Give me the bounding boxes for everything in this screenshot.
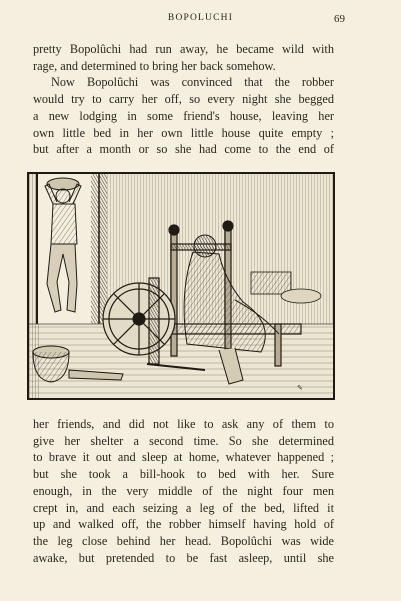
text-line: rage, and determined to bring her back somehow. xyxy=(33,58,276,73)
engraver-mark: ✎ xyxy=(297,384,303,392)
text-line: but after a month or so she had come to the end of xyxy=(33,142,334,157)
running-head xyxy=(0,13,401,27)
text-line: but she took a bill-hook to bed with her. Sure xyxy=(33,467,334,482)
text-line: crept in, and each seizing a leg of the bed, lifted it xyxy=(33,500,334,515)
paragraph-bottom xyxy=(33,416,334,566)
text-line: awake, but pretended to be fast asleep, until she xyxy=(33,550,334,565)
text-line: the leg close behind her head. Bopolûchi was wide xyxy=(33,533,334,548)
paragraph-top xyxy=(33,41,334,158)
text-line: pretty Bopolûchi had run away, he became wild with xyxy=(33,42,334,56)
text-line: Now Bopolûchi was convinced that the robber xyxy=(51,75,334,90)
text-line: her friends, and did not like to ask any of them to xyxy=(33,417,334,431)
text-line: a new lodging in some friend's house, leaving her xyxy=(33,108,334,123)
text-line: would try to carry her off, so every night she begged xyxy=(33,92,334,107)
text-line: enough, in the very middle of the night four men xyxy=(33,483,334,498)
text-line: up and walked off, the robber himself having hold of xyxy=(33,517,334,532)
text-line: to brave it out and sleep at home, whatever happened ; xyxy=(33,450,334,465)
text-line: own little bed in her own little house quite empty ; xyxy=(33,125,334,140)
text-line: give her shelter a second time. So she determined xyxy=(33,433,334,448)
page-number: 69 xyxy=(334,13,345,25)
running-title: BOPOLUCHI xyxy=(167,13,234,23)
engraving-drawing xyxy=(29,174,333,398)
woman-at-spinning-wheel-illustration xyxy=(27,172,335,400)
